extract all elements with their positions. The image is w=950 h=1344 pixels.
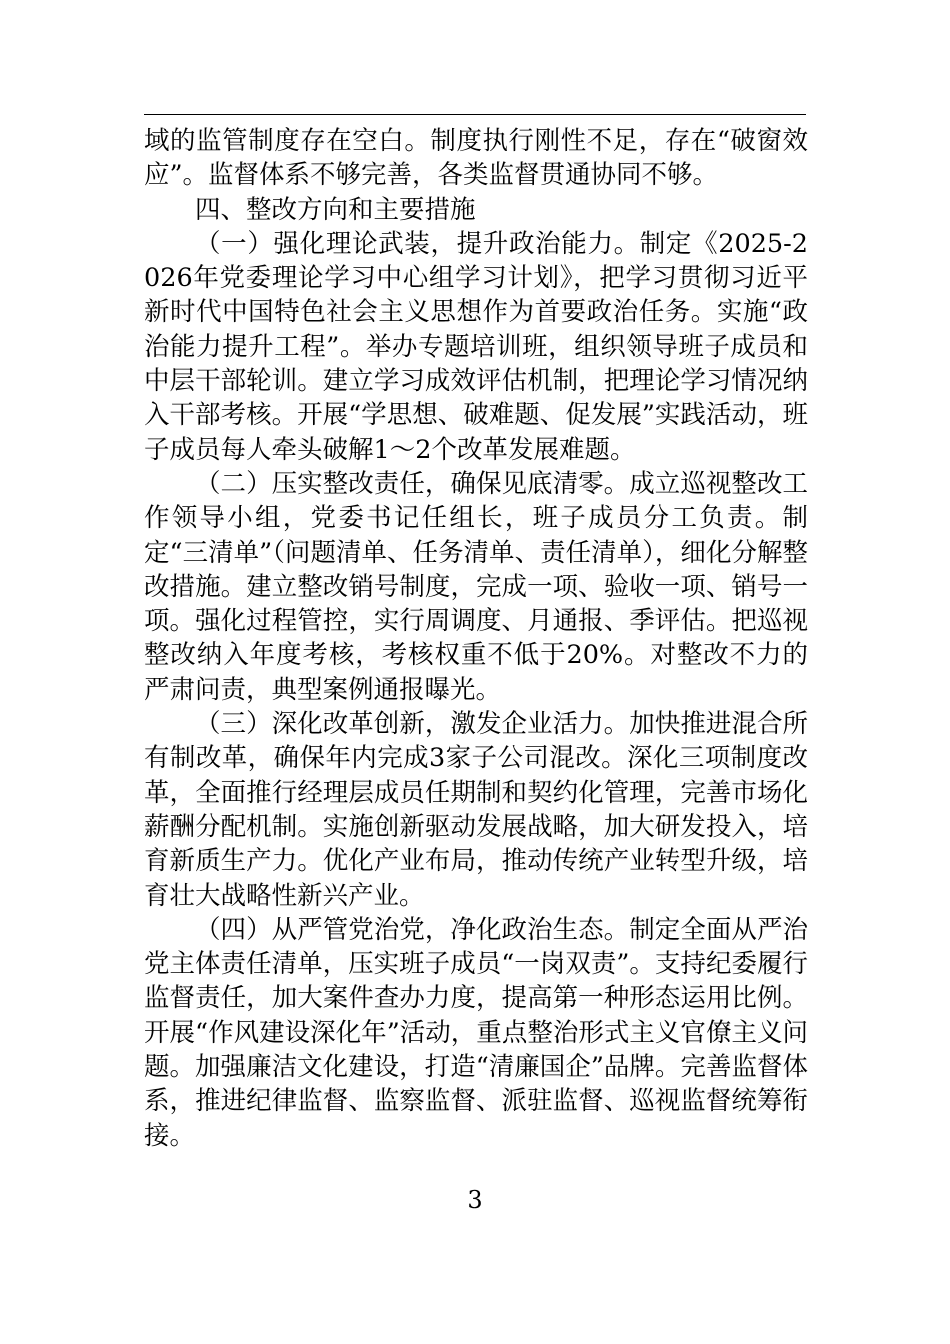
paragraph-1: （一）强化理论武装，提升政治能力。制定《2025-2026年党委理论学习中心组学习计划》，把学习贯彻习近平新时代中国特色社会主义思想作为首要政治任务。实施“政治能力提升工程”。举办专题培训班，组织领导班子成员和中层干部轮训。建立学习成效评估机制，把理论学习情况纳入干部考核。开展“学思想、破难题、促发展”实践活动，班子成员每人牵头破解1～2个改革发展难题。 <box>144 228 808 465</box>
document-body <box>144 124 808 1153</box>
paragraph-4: （四）从严管党治党，净化政治生态。制定全面从严治党主体责任清单，压实班子成员“一岗双责”。支持纪委履行监督责任，加大案件查办力度，提高第一种形态运用比例。开展“作风建设深化年”活动，重点整治形式主义官僚主义问题。加强廉洁文化建设，打造“清廉国企”品牌。完善监督体系，推进纪律监督、监察监督、派驻监督、巡视监督统筹衔接。 <box>144 914 808 1151</box>
paragraph-2: （二）压实整改责任，确保见底清零。成立巡视整改工作领导小组，党委书记任组长，班子成员分工负责。制定“三清单”（问题清单、任务清单、责任清单），细化分解整改措施。建立整改销号制度，完成一项、验收一项、销号一项。强化过程管控，实行周调度、月通报、季评估。把巡视整改纳入年度考核，考核权重不低于20%。对整改不力的严肃问责，典型案例通报曝光。 <box>144 468 808 705</box>
paragraph-3: （三）深化改革创新，激发企业活力。加快推进混合所有制改革，确保年内完成3家子公司混改。深化三项制度改革，全面推行经理层成员任期制和契约化管理，完善市场化薪酬分配机制。实施创新驱动发展战略，加大研发投入，培育新质生产力。优化产业布局，推动传统产业转型升级，培育壮大战略性新兴产业。 <box>144 709 808 911</box>
section-heading: 四、整改方向和主要措施 <box>195 194 476 225</box>
header-rule <box>144 114 806 115</box>
continuation-paragraph: 域的监管制度存在空白。制度执行刚性不足，存在“破窗效应”。监督体系不够完善，各类监督贯通协同不够。 <box>144 126 808 191</box>
page-number: 3 <box>467 1186 483 1214</box>
